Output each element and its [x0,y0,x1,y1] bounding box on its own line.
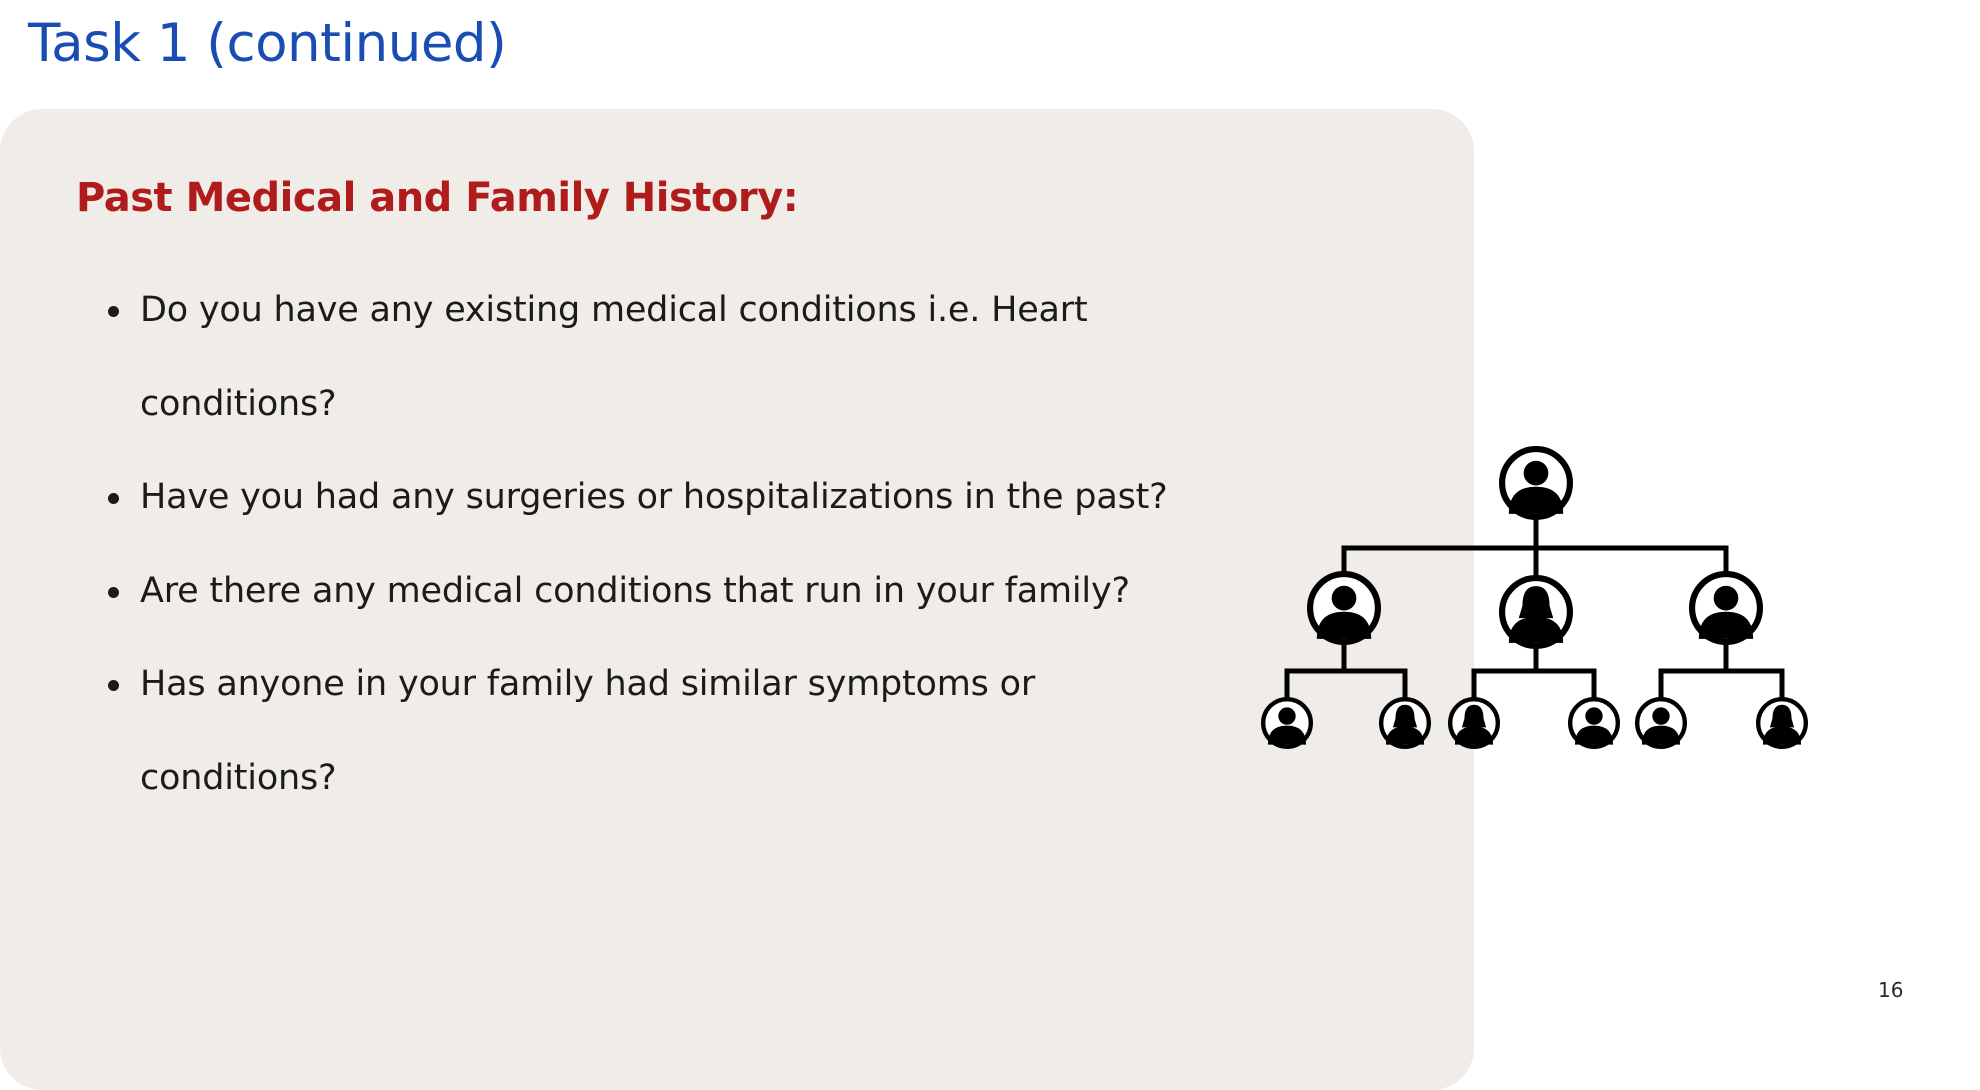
question-text: Has anyone in your family had similar symptoms or conditions? [140,664,1036,798]
bullet-icon [108,587,119,598]
child-avatar [1381,699,1429,747]
question-item [108,545,1208,639]
child-avatar [1570,699,1618,747]
child-avatar [1450,699,1498,747]
question-item [108,638,1208,825]
family-tree-icon [1250,440,1830,770]
question-text: Have you had any surgeries or hospitalizations in the past? [140,477,1168,517]
bullet-icon [108,493,119,504]
question-text: Do you have any existing medical conditions i.e. Heart conditions? [140,290,1088,424]
slide-title: Task 1 (continued) [28,13,507,74]
parent-avatar [1502,578,1570,646]
grandparent-avatar [1502,449,1570,517]
bullet-icon [108,680,119,691]
child-avatar [1758,699,1806,747]
page-number: 16 [1878,978,1904,1002]
question-text: Are there any medical conditions that run in your family? [140,570,1130,611]
question-list [108,264,1208,825]
section-heading: Past Medical and Family History: [76,175,799,221]
question-item [108,264,1208,451]
question-item [108,451,1208,545]
parent-avatar [1310,574,1378,642]
child-avatar [1263,699,1311,747]
child-avatar [1637,699,1685,747]
parent-avatar [1692,574,1760,642]
bullet-icon [108,306,119,317]
